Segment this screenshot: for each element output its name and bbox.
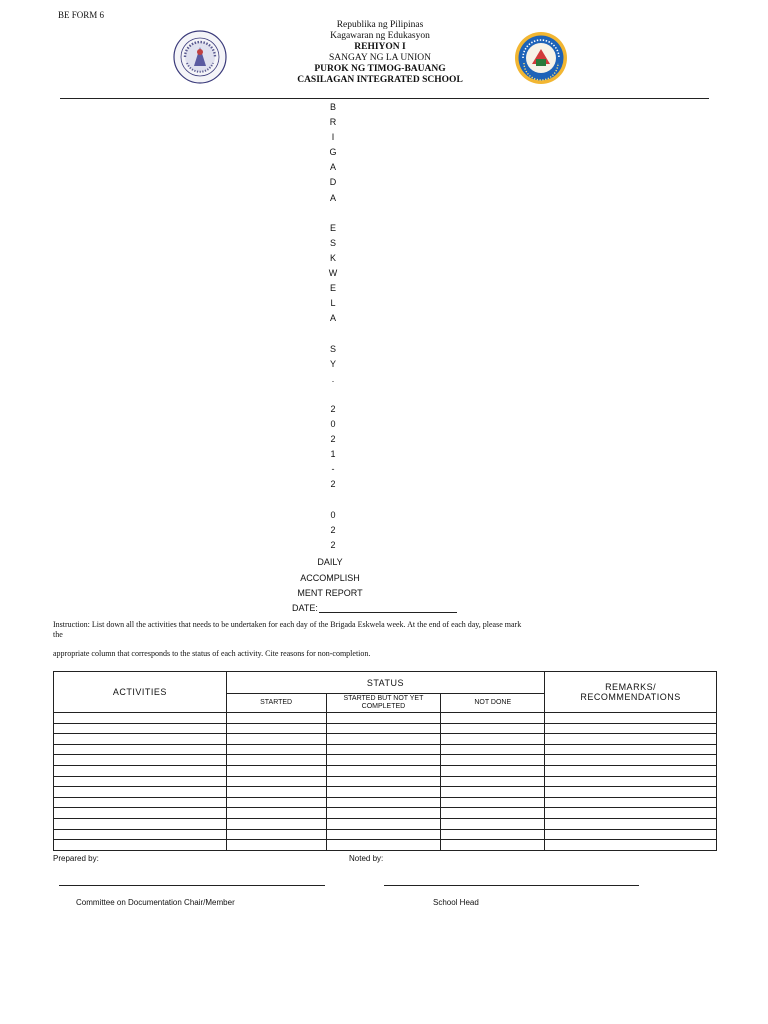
title-ment-report: MENT REPORT	[297, 588, 363, 598]
table-cell[interactable]	[226, 787, 326, 798]
table-cell[interactable]	[326, 755, 441, 766]
table-cell[interactable]	[441, 829, 545, 840]
vertical-title-char: K	[329, 252, 336, 263]
table-cell[interactable]	[441, 808, 545, 819]
started-not-completed-line-2: COMPLETED	[361, 703, 406, 710]
table-row	[54, 713, 717, 724]
table-cell[interactable]	[441, 744, 545, 755]
instruction-line-2: the	[53, 630, 63, 639]
vertical-title-char	[320, 492, 346, 507]
table-cell[interactable]	[441, 787, 545, 798]
table-cell[interactable]	[326, 829, 441, 840]
table-row	[54, 776, 717, 787]
vertical-title-char	[320, 206, 346, 221]
table-cell[interactable]	[545, 840, 717, 851]
vertical-title-char: .	[331, 373, 335, 384]
vertical-title-char: W	[328, 268, 338, 279]
school-header	[250, 20, 510, 86]
noter-role: School Head	[433, 898, 479, 907]
vertical-title-char: E	[329, 222, 336, 233]
deped-seal-logo	[173, 30, 227, 84]
table-cell[interactable]	[545, 776, 717, 787]
header-school-name: CASILAGAN INTEGRATED SCHOOL	[297, 75, 463, 85]
noted-by-label: Noted by:	[349, 854, 384, 863]
table-cell[interactable]	[226, 797, 326, 808]
table-body	[54, 713, 717, 851]
table-row	[54, 734, 717, 745]
date-blank-line	[319, 603, 457, 613]
table-cell[interactable]	[54, 797, 227, 808]
vertical-title-char: 2	[330, 524, 336, 535]
date-label: DATE:	[292, 603, 318, 613]
table-cell[interactable]	[441, 818, 545, 829]
header-country: Republika ng Pilipinas	[336, 20, 424, 30]
table-cell[interactable]	[545, 818, 717, 829]
table-cell[interactable]	[545, 829, 717, 840]
header-region: REHIYON I	[354, 42, 406, 52]
vertical-title-char: B	[329, 102, 336, 112]
preparer-role: Committee on Documentation Chair/Member	[76, 898, 235, 907]
started-header: STARTED	[226, 694, 326, 713]
table-cell[interactable]	[54, 829, 227, 840]
vertical-title-char	[320, 326, 346, 341]
table-cell[interactable]	[54, 723, 227, 734]
header-department: Kagawaran ng Edukasyon	[330, 31, 430, 41]
vertical-title-char: I	[331, 132, 335, 143]
table-cell[interactable]	[226, 818, 326, 829]
accomplishment-table	[53, 671, 717, 851]
report-title	[280, 555, 380, 602]
table-cell[interactable]	[326, 734, 441, 745]
preparer-signature-line	[59, 885, 325, 886]
vertical-title-char: S	[329, 237, 336, 248]
date-field	[292, 603, 457, 613]
vertical-title-char: 2	[330, 434, 336, 445]
table-cell[interactable]	[54, 776, 227, 787]
table-cell[interactable]	[54, 755, 227, 766]
table-cell[interactable]	[226, 744, 326, 755]
remarks-header-line-1: REMARKS/	[605, 682, 657, 692]
vertical-title-char: A	[329, 192, 336, 203]
started-not-completed-line-1: STARTED BUT NOT YET	[343, 695, 424, 702]
prepared-by-label: Prepared by:	[53, 854, 99, 863]
status-header: STATUS	[226, 672, 544, 694]
table-cell[interactable]	[226, 776, 326, 787]
table-row	[54, 755, 717, 766]
table-cell[interactable]	[545, 734, 717, 745]
table-cell[interactable]	[54, 734, 227, 745]
vertical-title-char: R	[329, 117, 337, 128]
vertical-title-char: A	[329, 162, 336, 173]
table-cell[interactable]	[226, 808, 326, 819]
table-cell[interactable]	[226, 840, 326, 851]
table-cell[interactable]	[54, 765, 227, 776]
remarks-header-line-2: RECOMMENDATIONS	[580, 692, 681, 702]
table-cell[interactable]	[54, 713, 227, 724]
table-cell[interactable]	[226, 734, 326, 745]
table-cell[interactable]	[54, 808, 227, 819]
vertical-title-char: G	[329, 147, 337, 158]
table-cell[interactable]	[226, 723, 326, 734]
table-cell[interactable]	[54, 787, 227, 798]
vertical-title-char: Y	[329, 358, 336, 369]
vertical-title-char: 2	[330, 479, 336, 490]
instruction-line-3: appropriate column that corresponds to the status of each activity. Cite reasons for non-completion.	[53, 649, 371, 658]
vertical-title-char: S	[329, 343, 336, 354]
not-done-header: NOT DONE	[441, 694, 545, 713]
table-cell[interactable]	[54, 840, 227, 851]
table-cell[interactable]	[326, 797, 441, 808]
table-cell[interactable]	[545, 808, 717, 819]
instruction-block	[53, 620, 618, 659]
table-cell[interactable]	[326, 723, 441, 734]
table-cell[interactable]	[326, 776, 441, 787]
vertical-title-char: -	[331, 464, 335, 475]
table-cell[interactable]	[441, 765, 545, 776]
header-divider	[60, 98, 709, 99]
started-not-completed-header	[326, 694, 441, 713]
table-row	[54, 744, 717, 755]
noter-signature-line	[384, 885, 639, 886]
vertical-title-char: 0	[330, 509, 336, 520]
table-row	[54, 765, 717, 776]
table-cell[interactable]	[441, 755, 545, 766]
remarks-header	[545, 672, 717, 713]
table-cell[interactable]	[545, 765, 717, 776]
vertical-title-char: 2	[330, 539, 336, 550]
table-cell[interactable]	[226, 713, 326, 724]
table-cell[interactable]	[326, 808, 441, 819]
instruction-line-1: Instruction: List down all the activities that needs to be undertaken for each day of the Brigada Eskwela week. At the end of each day, please mark	[53, 620, 522, 629]
table-cell[interactable]	[326, 744, 441, 755]
table-cell[interactable]	[326, 713, 441, 724]
table-cell[interactable]	[326, 765, 441, 776]
table-row	[54, 787, 717, 798]
vertical-title-char: 2	[330, 403, 336, 414]
vertical-title-char	[320, 387, 346, 402]
table-cell[interactable]	[226, 829, 326, 840]
table-cell[interactable]	[226, 755, 326, 766]
table-row	[54, 818, 717, 829]
table-cell[interactable]	[441, 723, 545, 734]
vertical-title-char: A	[329, 313, 336, 324]
table-cell[interactable]	[545, 797, 717, 808]
activities-header: ACTIVITIES	[54, 672, 227, 713]
table-row	[54, 797, 717, 808]
header-district: PUROK NG TIMOG-BAUANG	[314, 64, 446, 74]
table-cell[interactable]	[54, 818, 227, 829]
table-row	[54, 829, 717, 840]
form-code: BE FORM 6	[58, 10, 105, 20]
table-cell[interactable]	[326, 840, 441, 851]
table-cell[interactable]	[441, 776, 545, 787]
table-cell[interactable]	[326, 818, 441, 829]
table-cell[interactable]	[441, 713, 545, 724]
vertical-title-char: 0	[330, 418, 336, 429]
table-row	[54, 723, 717, 734]
table-cell[interactable]	[545, 713, 717, 724]
table-cell[interactable]	[545, 755, 717, 766]
table-cell[interactable]	[545, 744, 717, 755]
table-cell[interactable]	[54, 744, 227, 755]
table-cell[interactable]	[226, 765, 326, 776]
table-cell[interactable]	[441, 734, 545, 745]
table-cell[interactable]	[326, 787, 441, 798]
table-cell[interactable]	[545, 723, 717, 734]
vertical-title-char: D	[329, 177, 337, 188]
vertical-title-char: L	[330, 298, 336, 309]
title-daily: DAILY	[317, 557, 343, 567]
table-cell[interactable]	[545, 787, 717, 798]
school-seal-logo	[514, 31, 568, 85]
vertical-title-char: E	[329, 283, 336, 294]
header-division: SANGAY NG LA UNION	[329, 53, 431, 63]
table-row	[54, 808, 717, 819]
vertical-title-char: 1	[330, 449, 336, 460]
table-cell[interactable]	[441, 840, 545, 851]
title-accomplish: ACCOMPLISH	[300, 572, 360, 583]
vertical-title	[320, 100, 346, 553]
table-row	[54, 840, 717, 851]
table-cell[interactable]	[441, 797, 545, 808]
